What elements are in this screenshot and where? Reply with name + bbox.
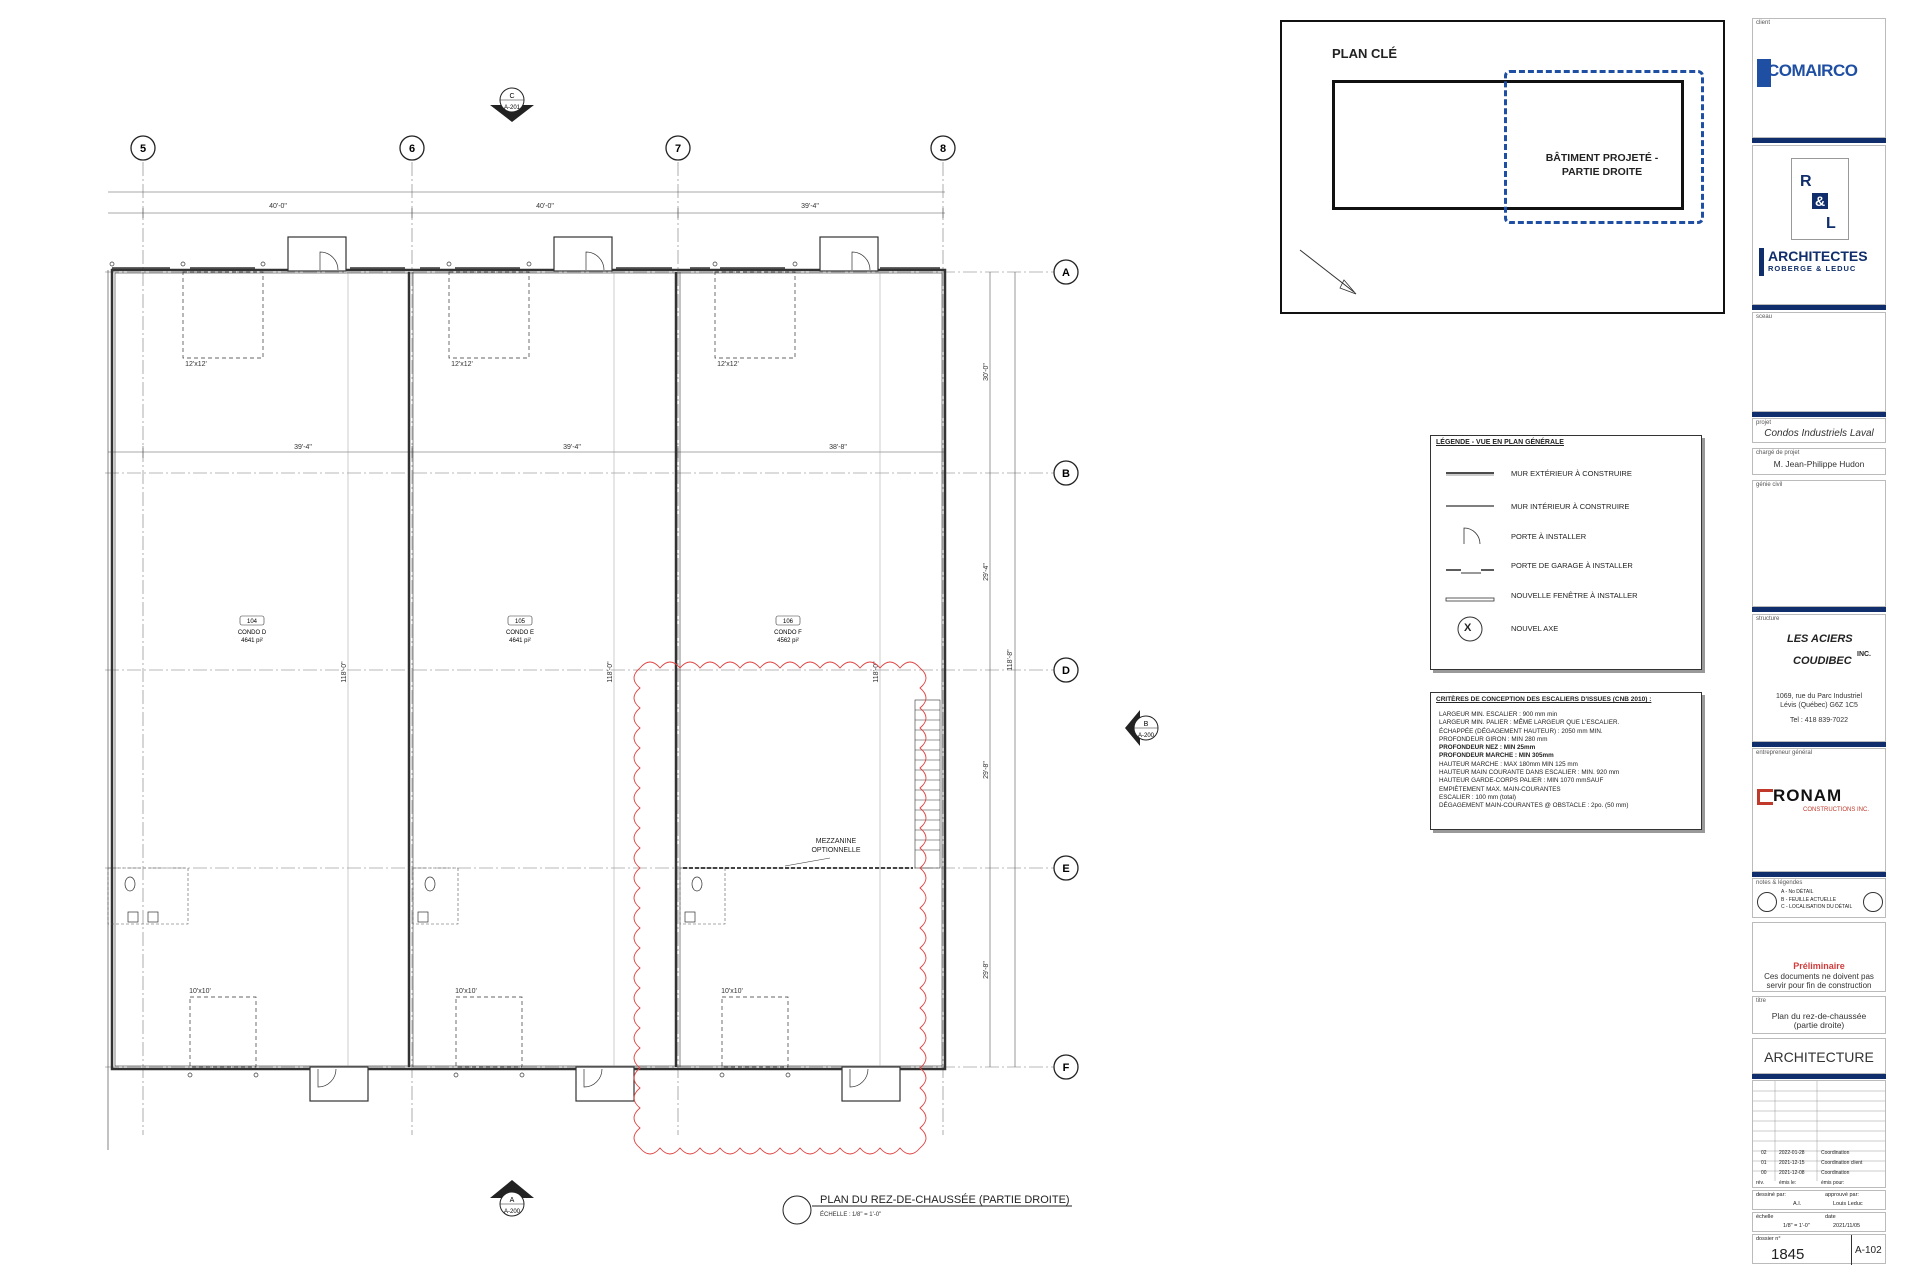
tb-notes: notes & légendes A - No DÉTAIL B - FEUILLE ACTUELLE C - LOCALISATION DU DÉTAIL (1752, 878, 1886, 918)
structure-logo-1: LES ACIERS (1787, 633, 1853, 645)
grid-bubble-F: F (1062, 1062, 1070, 1074)
structure-address-2: Lévis (Québec) G6Z 1C5 (1780, 702, 1858, 709)
stair-criteria-box (1430, 692, 1702, 830)
criteria-item: DÉGAGEMENT MAIN-COURANTES @ OBSTACLE : 2po. (50 mm) (1439, 802, 1629, 810)
svg-text:4562 pi²: 4562 pi² (777, 638, 799, 644)
dim-mid-2: 39'-4" (563, 444, 581, 451)
criteria-title: CRITÈRES DE CONCEPTION DES ESCALIERS D'ISSUES (CNB 2010) : (1436, 696, 1652, 703)
drawing-title: PLAN DU REZ-DE-CHAUSSÉE (PARTIE DROITE) (820, 1194, 1070, 1206)
contractor-logo: RONAM (1773, 786, 1843, 805)
key-plan-title: PLAN CLÉ (1332, 46, 1397, 61)
svg-text:106: 106 (782, 619, 794, 625)
sheet-number: A-102 (1855, 1245, 1882, 1256)
door-size-bottom-3: 10'x10' (721, 988, 743, 995)
criteria-item: ESCALIER : 100 mm (total) (1439, 793, 1516, 801)
criteria-list (1439, 711, 1629, 811)
grid-bubble-5: 5 (139, 143, 147, 155)
svg-text:4641 pi²: 4641 pi² (509, 638, 531, 644)
contractor-sub: CONSTRUCTIONS INC. (1803, 807, 1869, 813)
dim-right-1: 30'-0" (983, 363, 990, 381)
tb-revisions (1752, 1080, 1886, 1188)
criteria-item: ÉCHAPPÉE (DÉGAGEMENT HAUTEUR) : 2050 mm MIN. (1439, 727, 1603, 735)
architect-name: ARCHITECTES (1768, 248, 1868, 264)
architect-sub: ROBERGE & LEDUC (1768, 264, 1857, 273)
prelim-text-2: servir pour fin de construction (1766, 981, 1872, 990)
grid-bubble-6: 6 (408, 143, 416, 155)
client-logo-text: COMAIRCO (1767, 61, 1858, 80)
grid-bubble-E: E (1062, 863, 1070, 875)
svg-text:4641 pi²: 4641 pi² (241, 638, 263, 644)
revision-row: 01 2021-12-15 Coordination client (1761, 1160, 1863, 1166)
note-item: FEUILLE ACTUELLE (1788, 896, 1837, 903)
revision-row: 00 2021-12-08 Coordination (1761, 1170, 1850, 1176)
legend-title: LÉGENDE - VUE EN PLAN GÉNÉRALE (1436, 439, 1564, 446)
unit-tag-106 (774, 616, 802, 644)
structure-address-1: 1069, rue du Parc Industriel (1776, 693, 1862, 700)
structure-tel: Tel : 418 839-7022 (1790, 717, 1848, 724)
sheet-title-1: Plan du rez-de-chaussée (1771, 1011, 1867, 1021)
mezzanine-label-2: OPTIONNELLE (811, 847, 861, 854)
criteria-item: PROFONDEUR NEZ : MIN 25mm (1439, 744, 1536, 752)
dim-mid-3: 38'-8" (829, 444, 847, 451)
criteria-item: PROFONDEUR MARCHE : MIN 305mm (1439, 752, 1554, 760)
drawing-scale-value: 1/8" = 1'-0" (852, 1212, 882, 1218)
grid-bubble-D: D (1062, 665, 1070, 677)
revision-row: 02 2022-01-28 Coordination (1761, 1150, 1850, 1156)
criteria-item: EMPIÈTEMENT MAX. MAIN-COURANTES (1439, 785, 1561, 793)
prelim-text-1: Ces documents ne doivent pas (1764, 972, 1874, 981)
architect-mark: R & L (1791, 158, 1849, 240)
svg-text:CONDO F: CONDO F (774, 630, 802, 636)
revision-header: rév. émis le: émis pour: (1756, 1180, 1845, 1186)
svg-text:C: C (509, 93, 515, 100)
prelim-word: Préliminaire (1793, 961, 1845, 971)
svg-text:105: 105 (514, 619, 526, 625)
discipline: ARCHITECTURE (1764, 1049, 1874, 1065)
section-marker-right (1125, 710, 1158, 746)
criteria-item: LARGEUR MIN. ESCALIER : 900 mm min (1439, 711, 1558, 718)
tb-discipline (1752, 1038, 1886, 1074)
grid-bubble-7: 7 (674, 143, 682, 155)
building-outline (112, 270, 945, 1069)
svg-text:CONDO D: CONDO D (237, 630, 267, 636)
tb-architect (1752, 145, 1886, 305)
tb-structure: structure LES ACIERS COUDIBEC INC. 1069, rue du Parc Industriel Lévis (Québec) G6Z 1C5 Tel : 418 839-7022 (1752, 614, 1886, 742)
criteria-item: HAUTEUR GARDE-CORPS PALIER : MIN 1070 mmSAUF (1439, 777, 1604, 785)
dim-top-3: 39'-4" (801, 203, 819, 210)
dim-top-2: 40'-0" (536, 203, 554, 210)
tb-seal: sceau (1752, 312, 1886, 412)
key-plan (1280, 20, 1725, 314)
section-marker-top (490, 88, 534, 122)
mezzanine-label-1: MEZZANINE (815, 838, 857, 845)
tb-manager: chargé de projet M. Jean-Philippe Hudon (1752, 448, 1886, 475)
key-plan-highlight (1504, 70, 1704, 224)
legend-item: PORTE DE GARAGE À INSTALLER (1511, 561, 1633, 570)
north-arrow-icon (1292, 242, 1372, 302)
sheet-title-2: (partie droite) (1793, 1020, 1845, 1030)
key-plan-label-1: BÂTIMENT PROJETÉ - (1545, 152, 1659, 164)
dim-right-3: 118'-8" (1007, 649, 1014, 671)
svg-text:A-200: A-200 (503, 1209, 521, 1215)
legend-box (1430, 435, 1702, 670)
tb-civil: génie civil (1752, 480, 1886, 607)
unit-tag-105 (506, 616, 534, 644)
dim-inner-2: 118'-0" (607, 661, 614, 683)
drawing-scale-label: ÉCHELLE : (820, 1212, 851, 1218)
tb-preliminary (1752, 922, 1886, 992)
dim-right-4: 29'-8" (983, 761, 990, 779)
dim-top-1: 40'-0" (269, 203, 287, 210)
criteria-item: LARGEUR MIN. PALIER : MÊME LARGEUR QUE L'ESCALIER. (1439, 719, 1620, 727)
door-size-top-2: 12'x12' (451, 361, 473, 368)
manager-name: M. Jean-Philippe Hudon (1773, 459, 1865, 469)
svg-text:A: A (509, 1197, 515, 1204)
project-name: Condos Industriels Laval (1764, 428, 1874, 439)
tb-scale-date: échelle 1/8" = 1'-0" date 2021/11/05 (1752, 1212, 1886, 1232)
grid-bubble-B: B (1062, 468, 1070, 480)
structure-logo-3: INC. (1857, 651, 1871, 658)
dim-inner-1: 118'-0" (341, 661, 348, 683)
tb-drawing-title: titre Plan du rez-de-chaussée (partie droite) (1752, 996, 1886, 1034)
svg-text:A-201: A-201 (503, 105, 521, 111)
criteria-item: HAUTEUR MARCHE : MAX 180mm MIN 125 mm (1439, 760, 1578, 768)
criteria-item: PROFONDEUR GIRON : MIN 280 mm (1439, 735, 1548, 743)
unit-tag-104 (238, 616, 267, 644)
dim-mid-1: 39'-4" (294, 444, 312, 451)
tb-dossier: dossier n° 1845 A-102 (1752, 1234, 1886, 1264)
key-plan-label-2: PARTIE DROITE (1561, 166, 1643, 178)
tb-client: client COMAIRCO (1752, 18, 1886, 138)
dim-right-2: 29'-4" (983, 563, 990, 581)
note-item: No DÉTAIL (1788, 889, 1814, 895)
svg-text:104: 104 (246, 619, 258, 625)
section-marker-bottom (490, 1180, 534, 1216)
note-item: LOCALISATION DU DÉTAIL (1789, 904, 1853, 910)
legend-item: NOUVELLE FENÊTRE À INSTALLER (1511, 591, 1638, 600)
svg-text:CONDO E: CONDO E (505, 630, 535, 636)
dim-right-5: 29'-8" (983, 961, 990, 979)
svg-text:A-200: A-200 (1137, 733, 1155, 739)
door-size-bottom-2: 10'x10' (455, 988, 477, 995)
dossier-number: 1845 (1771, 1246, 1805, 1263)
legend-axis-symbol: X (1464, 622, 1472, 634)
tb-drawn-by: dessiné par: A.I. approuvé par: Louis Leduc (1752, 1190, 1886, 1210)
notes-symbol-icon (1757, 892, 1777, 912)
tb-project: projet Condos Industriels Laval (1752, 418, 1886, 443)
criteria-item: HAUTEUR MAIN COURANTE DANS ESCALIER : MIN. 920 mm (1439, 769, 1620, 777)
legend-item: PORTE À INSTALLER (1511, 532, 1587, 541)
door-size-top-3: 12'x12' (717, 361, 739, 368)
door-size-bottom-1: 10'x10' (189, 988, 211, 995)
door-size-top-1: 12'x12' (185, 361, 207, 368)
dim-inner-3: 118'-0" (873, 661, 880, 683)
svg-text:B: B (1143, 721, 1149, 728)
grid-bubble-8: 8 (939, 143, 947, 155)
legend-item: NOUVEL AXE (1511, 624, 1559, 633)
notes-symbol-icon (1863, 892, 1883, 912)
structure-logo-2: COUDIBEC (1793, 655, 1852, 667)
legend-item: MUR INTÉRIEUR À CONSTRUIRE (1511, 502, 1630, 511)
legend-item: MUR EXTÉRIEUR À CONSTRUIRE (1511, 469, 1632, 478)
grid-bubble-A: A (1062, 267, 1070, 279)
tb-contractor: entrepreneur général RONAM CONSTRUCTIONS INC. (1752, 748, 1886, 872)
